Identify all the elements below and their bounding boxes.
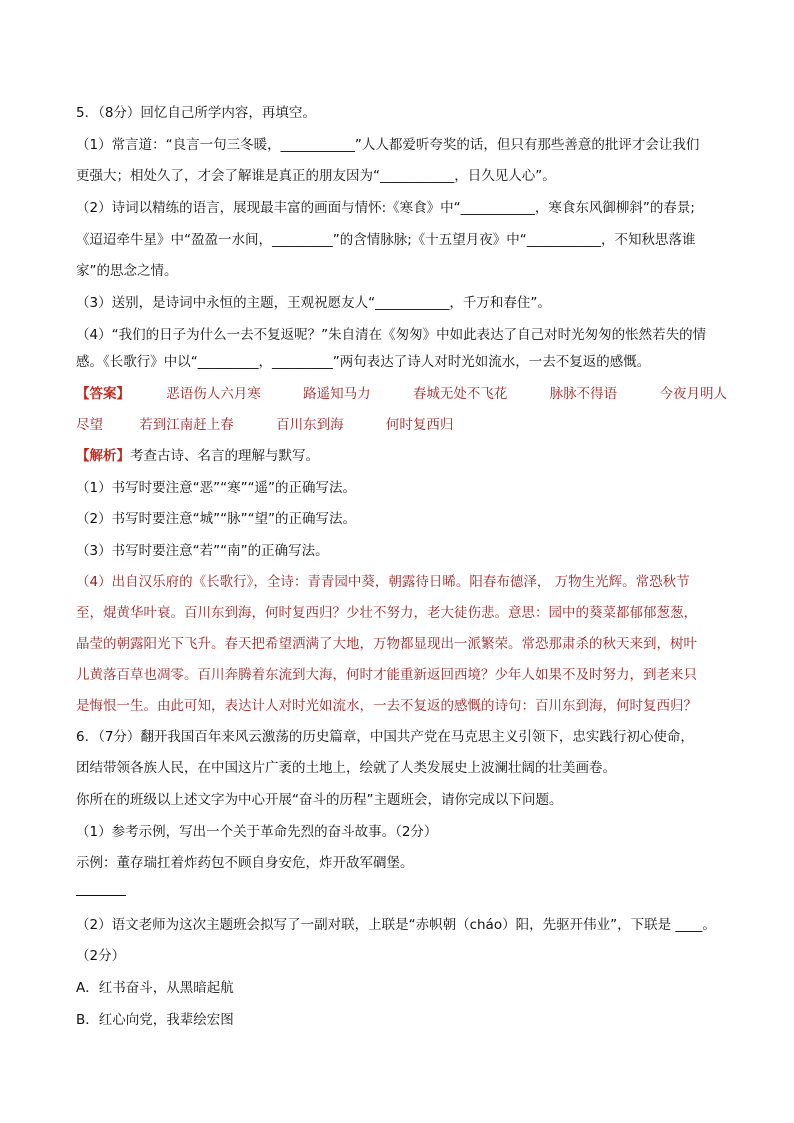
- answer-row-1: [76, 384, 736, 404]
- analysis-4-line: 儿黄落百草也凋零。百川奔腾着东流到大海，何时才能重新返回西境？少年人如果不及时努力，到老来只: [76, 667, 697, 683]
- answer-item: 尽望: [76, 417, 103, 433]
- option-a: A．红书奋斗，从黑暗起航: [76, 980, 234, 996]
- answer-item: 百川东到海: [276, 417, 344, 433]
- answer-item: 今夜月明人: [659, 386, 727, 402]
- answer-item: 春城无处不飞花: [412, 386, 508, 402]
- q5-part2-line1: （2）诗词以精练的语言，展现最丰富的画面与情怀:《寒食》中“___________，寒食东风御柳斜”的春景;: [76, 200, 695, 216]
- answer-item: 何时复西归: [385, 417, 454, 433]
- q5-part2-line3: 家”的思念之情。: [76, 263, 178, 279]
- answer-row-2: [76, 415, 736, 435]
- analysis-4-line: 晶莹的朝露阳光下飞升。春天把希望洒满了大地，万物都显现出一派繁荣。常恐那肃杀的秋天来到，树叶: [76, 636, 697, 652]
- question-6-example: 示例：董存瑞扛着炸药包不顾自身安危，炸开敌军碉堡。: [76, 855, 414, 871]
- analysis-heading: [76, 446, 736, 466]
- analysis-1: （1）书写时要注意“恶”“寒”“遥”的正确写法。: [76, 480, 357, 496]
- question-6-sub2-points: （2分）: [76, 948, 126, 964]
- question-6-title-line2: 团结带领各族人民，在中国这片广袤的土地上，绘就了人类发展史上波澜壮阔的壮美画卷。: [76, 760, 616, 776]
- answer-tag: 【答案】: [76, 386, 130, 402]
- q5-part2-line2: 《迢迢牵牛星》中“盈盈一水间，_________”的含情脉脉;《十五望月夜》中“___________，不知秋思落谁: [76, 232, 696, 248]
- analysis-4-line: （4）出自汉乐府的《长歌行》，全诗：青青园中葵，朝露待日晞。阳春布德泽， 万物生光辉。常恐秋节: [76, 574, 690, 590]
- analysis-3: （3）书写时要注意“若”“南”的正确写法。: [76, 543, 329, 559]
- option-b: B．红心向党，我辈绘宏图: [76, 1012, 234, 1028]
- q5-part4-line2: 感。《长歌行》中以“_________，_________”两句表达了诗人对时光如流水，一去不复返的感慨。: [76, 354, 651, 370]
- question-6-title-line1: 6．（7分）翻开我国百年来风云激荡的历史篇章，中国共产党在马克思主义引领下，忠实践行初心使命，: [76, 729, 694, 745]
- answer-item: 路遥知马力: [303, 386, 371, 402]
- question-6-sub2: （2）语文老师为这次主题班会拟写了一副对联，上联是“赤帜朝（cháo）阳，先驱开伟业”，下联是 ____。: [76, 917, 716, 933]
- q5-part1-line2: 更强大；相处久了，才会了解谁是真正的朋友因为“___________，日久见人心”。: [76, 168, 556, 184]
- q5-part3: （3）送别，是诗词中永恒的主题，王观祝愿友人“___________，千万和春住”。: [76, 295, 551, 311]
- answer-item: 恶语伤人六月寒: [166, 386, 261, 402]
- analysis-intro: 考查古诗、名言的理解与默写。: [130, 448, 319, 464]
- analysis-4-line: 至，焜黄华叶衰。百川东到海，何时复西归？少壮不努力，老大徒伤悲。意思：园中的葵菜都郁郁葱葱，: [76, 605, 697, 621]
- q5-part1-line1: （1）常言道：“良言一句三冬暖，___________”人人都爱听夸奖的话，但只有那些善意的批评才会让我们: [76, 137, 700, 153]
- answer-item: 脉脉不得语: [549, 386, 618, 402]
- question-6-sub1: （1）参考示例，写出一个关于革命先烈的奋斗故事。（2分）: [76, 824, 438, 840]
- answer-item: 若到江南赶上春: [139, 417, 234, 433]
- analysis-tag: 【解析】: [76, 448, 130, 464]
- q5-part4-line1: （4）“我们的日子为什么一去不复返呢？”朱自清在《匆匆》中如此表达了自己对时光匆匆的怅然若失的情: [76, 327, 707, 343]
- question-6-intro: 你所在的班级以上述文字为中心开展“奋斗的历程”主题班会，请你完成以下问题。: [76, 792, 563, 808]
- answer-blank-line: [76, 895, 126, 896]
- analysis-2: （2）书写时要注意“城”“脉”“望”的正确写法。: [76, 511, 357, 527]
- analysis-4-line: 是悔恨一生。由此可知，表达计人对时光如流水，一去不复返的感慨的诗句：百川东到海，何时复西归？: [76, 698, 697, 714]
- question-5-title: 5．（8分）回忆自己所学内容，再填空。: [76, 105, 316, 121]
